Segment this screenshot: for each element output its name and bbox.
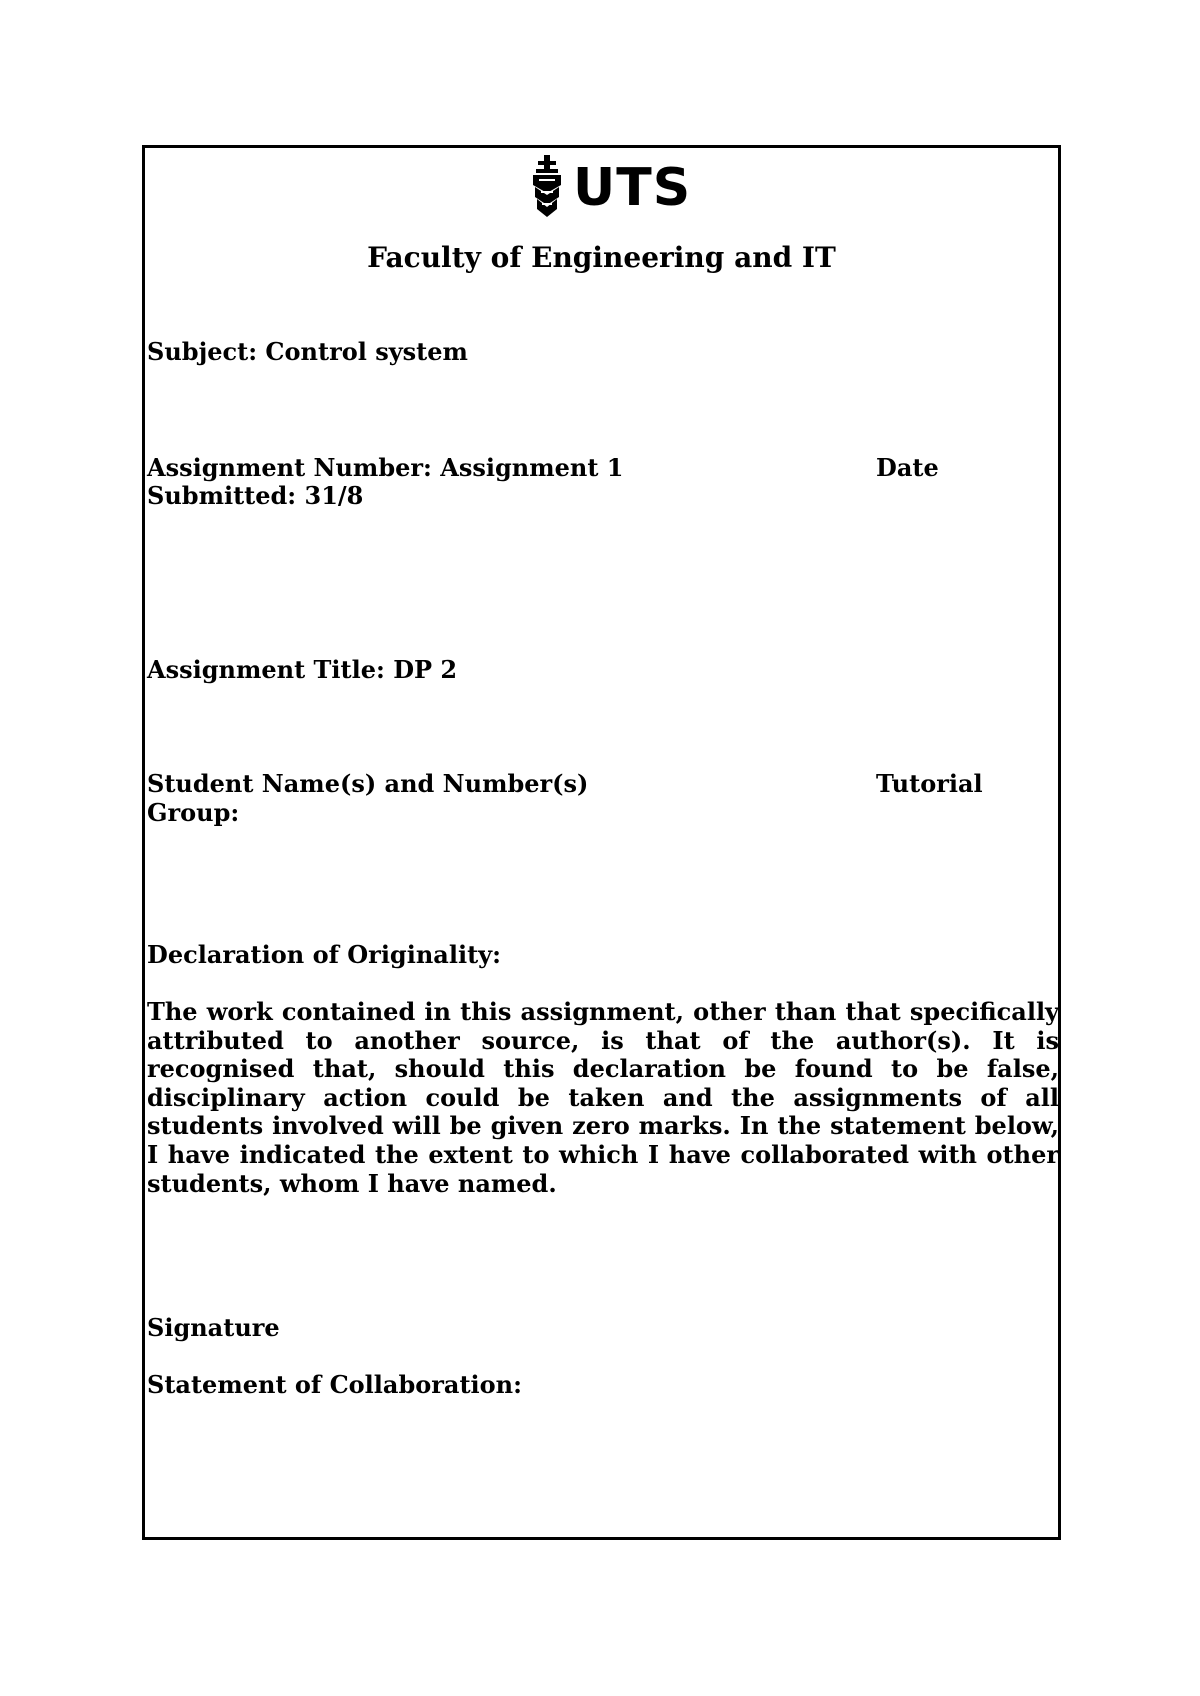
uts-wordmark: UTS — [573, 158, 692, 218]
submitted-line: Submitted: 31/8 — [147, 481, 364, 510]
declaration-text: The work contained in this assignment, other than that specifically attributed to another source, is that of the author(s). It is recognised that, should this declaration be found to be false, disciplinary action could be taken and the assignments of all students involved will be given zero marks. In the statement below, I have indicated the extent to which I have collaborated with other students, whom I have named. — [147, 997, 1059, 1198]
assignment-number-line: Assignment Number: Assignment 1 — [147, 453, 624, 482]
declaration-heading: Declaration of Originality: — [147, 940, 501, 969]
faculty-title: Faculty of Engineering and IT — [367, 241, 836, 274]
uts-logo — [527, 152, 691, 224]
student-names-line: Student Name(s) and Number(s) — [147, 769, 589, 798]
signature-label: Signature — [147, 1313, 280, 1342]
subject-line: Subject: Control system — [147, 337, 468, 366]
tutorial-label: Tutorial — [876, 769, 983, 798]
collaboration-heading: Statement of Collaboration: — [147, 1370, 522, 1399]
assignment-title-line: Assignment Title: DP 2 — [147, 655, 458, 684]
uts-crest-icon — [527, 155, 567, 221]
date-label: Date — [876, 453, 939, 482]
group-line: Group: — [147, 798, 240, 827]
